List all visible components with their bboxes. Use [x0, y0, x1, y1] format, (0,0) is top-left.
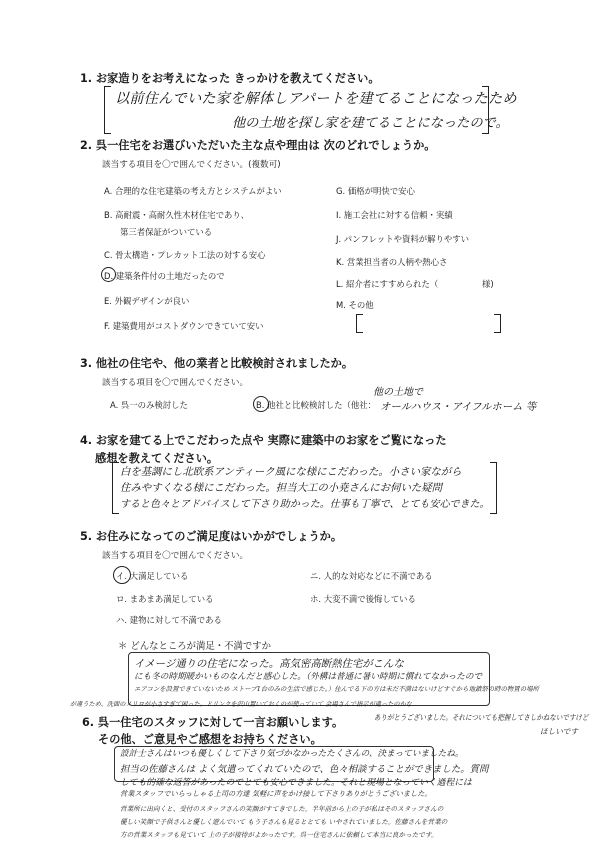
q2-instruction: 該当する項目を〇で囲んでください。(複数可)	[102, 160, 281, 170]
q2-option-e: E. 外観デザインが良い	[104, 296, 190, 306]
q2-option-m: M. その他	[336, 300, 374, 310]
q5-answer-line3: エアコンを設置できていないため ストーブ1台のみの生活で感じた。）住んでる下の方は未だ不満はないけどすぐから地鎮祭の時の物置の場所	[134, 685, 539, 693]
q5-option-i: イ. 大満足している	[116, 571, 189, 581]
q3-option-b: B. 他社と比較検討した（他社：	[256, 400, 376, 410]
q1-title: 1. お家造りをお考えになった きっかけを教えてください。	[80, 72, 380, 85]
q6-answer-line4: 営業スタッフでいらっしゃる上司の方達 気軽に声をかけ接して下さりありがとうございました。	[120, 789, 432, 798]
q2-option-j: J. パンフレットや資料が解りやすい	[336, 234, 469, 244]
q4-title-line1: 4. お家を建てる上でこだわった点や 実際に建築中のお家をご覧になった	[80, 434, 447, 447]
q6-answer-line1: 設計士さんはいつも優しくして下さり気づかなかったたくさんの、決まっていましたね。	[120, 749, 464, 759]
q6-title-line2: その他、ご意見やご感想をお持ちください。	[98, 733, 322, 746]
q4-answer-line3: すると色々とアドバイスして下さり助かった。仕事も丁寧で、とても安心できた。	[120, 499, 490, 510]
q2-other-bracket-right	[494, 314, 501, 333]
q6-answer-line5: 営業所に出向くと、受付のスタッフさんの笑顔がすてきでした。半年前から上の子が私はそのスタッフさんの	[120, 805, 444, 813]
q5-option-ni: ニ. 人的な対応などに不満である	[310, 571, 433, 581]
q3-title: 3. 他社の住宅や、他の業者と比較検討されましたか。	[80, 357, 354, 370]
q5-title: 5. お住みになってのご満足度はいかがでしょうか。	[80, 530, 343, 543]
q1-bracket-left	[104, 86, 111, 134]
q6-answer-line3: しても的確な返答があったのでとても安心できました。それと現場となっていく過程には	[120, 778, 472, 788]
q2-option-b: B. 高耐震・高耐久性木材住宅であり、	[104, 210, 250, 220]
q6-side-note-2: ほしいです	[540, 727, 578, 736]
q1-answer-line1: 以前住んでいた家を解体しアパートを建てることになったため	[115, 91, 517, 107]
q5-followup: ＊ どんなところが満足・不満ですか	[118, 641, 271, 652]
q5-answer-line2: にも冬の時期暖かいものなんだと感心した。（外構は普通に暑い時期に慣れてなかったので	[134, 672, 483, 682]
q1-answer-line2: 他の土地を探し家を建てることになったので。	[232, 116, 509, 131]
q5-option-ho: ホ. 大変不満で後悔している	[310, 594, 416, 604]
q2-option-a: A. 合理的な住宅建築の考え方とシステムがよい	[104, 186, 282, 196]
q5-answer-line4: が違うため、洗面のメリロが小さすぎて困った。ドリンクを沢山置いておくのが使っていて 会場さんで指示が違ったのかな	[70, 701, 412, 708]
q4-answer-line1: 白を基調にし北欧系アンティーク風にな様にこだわった。小さい家ながら	[120, 466, 462, 478]
q6-title-line1: 6. 呉一住宅のスタッフに対して一言お願いします。	[82, 716, 344, 729]
q2-option-d: D. 建築条件付の土地だったので	[104, 271, 225, 281]
q6-side-note: ありがとうございました。それについても把握してさしかねないですけど	[374, 713, 589, 722]
q4-title-line2: 感想を教えてください。	[95, 452, 219, 465]
q3-option-a: A. 呉一のみ検討した	[110, 400, 188, 410]
q2-option-f: F. 建築費用がコストダウンできていて安い	[104, 321, 264, 331]
q6-answer-line2: 担当の佐藤さんは よく気遣ってくれていたので、色々相談することができました。質問	[120, 764, 489, 775]
q5-option-ha: ハ. 建物に対して不満である	[116, 615, 222, 625]
q5-instruction: 該当する項目を〇で囲んでください。	[102, 551, 249, 561]
q4-bracket-right	[490, 462, 497, 514]
q6-answer-line7: 方の営業スタッフも見ていて 上の子が接待がよかったです。呉一住宅さんに依頼して本当に良かったです。	[120, 831, 438, 839]
q2-option-l: L. 紹介者にすすめられた（	[336, 279, 439, 289]
q3-instruction: 該当する項目を〇で囲んでください。	[102, 378, 249, 388]
q2-other-bracket-left	[356, 314, 363, 333]
q3-answer-note: 他の土地で	[373, 387, 423, 398]
q2-option-g: G. 価格が明快で安心	[336, 186, 415, 196]
q2-option-l-suffix: 様)	[482, 279, 494, 289]
q3-answer: オールハウス・アイフルホーム 等	[380, 401, 537, 413]
q2-option-i: I. 施工会社に対する信頼・実績	[336, 210, 453, 220]
q4-bracket-left	[112, 462, 119, 514]
q2-option-k: K. 営業担当者の人柄や熱心さ	[336, 257, 448, 267]
q2-option-b-cont: 第三者保証がついている	[120, 227, 213, 237]
q2-title: 2. 呉一住宅をお選びいただいた主な点や理由は 次のどれでしょうか。	[80, 139, 436, 152]
q5-answer-line1: イメージ通りの住宅になった。高気密高断熱住宅がこんな	[134, 658, 404, 670]
q6-answer-line6: 優しい笑顔で子供さんと優しく遊んでいて もう子さんも見るととても いやされていました。佐藤さんを営業の	[120, 818, 448, 826]
q5-option-ro: ロ. まあまあ満足している	[116, 594, 214, 604]
q4-answer-line2: 住みやすくなる様にこだわった。担当大工の小尭さんにお伺いた疑問	[120, 482, 443, 494]
q2-option-c: C. 骨太構造・プレカット工法の対する安心	[104, 250, 266, 260]
